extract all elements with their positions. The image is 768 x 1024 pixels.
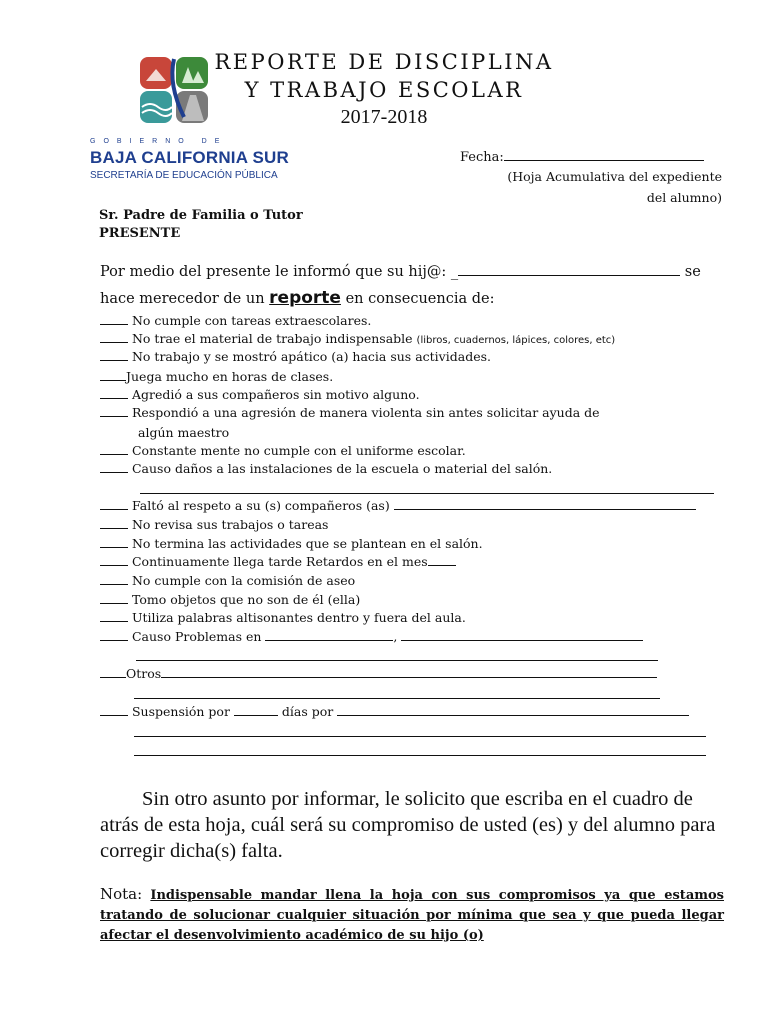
item-check-field[interactable] [100,715,128,716]
logo-state-name: BAJA CALIFORNIA SUR [90,148,289,167]
hoja-note [507,166,722,208]
list-item: No cumple con la comisión de aseo [100,573,355,588]
list-item: No cumple con tareas extraescolares. [100,313,371,328]
nota-paragraph: Nota: Indispensable mandar llena la hoja con sus compromisos ya que estamos tratando de solucionar cualquier situación por mínima que sea y que pueda llegar afectar el desenvolvimiento académico de su hijo (o) [100,885,724,943]
nota-text: Indispensable mandar llena la hoja con sus compromisos ya que estamos tratando de solucionar cualquier situación por mínima que sea y que pueda llegar afectar el desenvolvimiento académico de su hijo (o) [100,888,724,943]
item-check-field[interactable] [100,398,128,399]
item-check-field[interactable] [100,454,128,455]
otros-field[interactable] [161,677,657,678]
intro-line-1: Por medio del presente le informó que su hij@: _ se [100,264,701,280]
list-item: Suspensión por días por [100,704,689,719]
logo-secretaria: SECRETARÍA DE EDUCACIÓN PÚBLICA [90,170,278,181]
addressee [99,207,303,243]
hoja-note-line-1: (Hoja Acumulativa del expediente [507,169,722,184]
school-year: 2017-2018 [340,106,428,128]
intro-line-2: hace merecedor de un reporte en consecuencia de: [100,288,495,308]
item-check-field[interactable] [100,547,128,548]
list-item: No trae el material de trabajo indispensable (libros, cuadernos, lápices, colores, etc) [100,331,615,346]
item-check-field[interactable] [100,380,126,381]
item-check-field[interactable] [100,342,128,343]
list-item: Respondió a una agresión de manera violenta sin antes solicitar ayuda de [100,405,600,420]
addressee-line-1: Sr. Padre de Familia o Tutor [99,208,303,223]
retardos-field[interactable] [428,565,456,566]
write-line[interactable] [134,698,660,699]
item-check-field[interactable] [100,565,128,566]
addressee-line-2: PRESENTE [99,226,181,241]
item-check-field[interactable] [100,324,128,325]
fecha-label: Fecha: [460,150,504,165]
item-check-field[interactable] [100,621,128,622]
list-item: Agredió a sus compañeros sin motivo alguno. [100,387,420,402]
item-check-field[interactable] [100,640,128,641]
list-item-continuation: algún maestro [138,425,230,440]
logo-gobierno: GOBIERNO DE [90,138,228,145]
list-item: Continuamente llega tarde Retardos en el mes [100,554,456,569]
item-check-field[interactable] [100,677,126,678]
closing-paragraph: Sin otro asunto por informar, le solicito que escriba en el cuadro de atrás de esta hoja, cuál será su compromiso de usted (es) y del alumno para corregir dicha(s) falta. [100,788,716,862]
fecha-field[interactable] [504,160,704,161]
write-line[interactable] [134,755,706,756]
list-item: No termina las actividades que se plantean en el salón. [100,536,483,551]
dias-field[interactable] [234,715,278,716]
item-check-field[interactable] [100,472,128,473]
student-name-field[interactable] [458,275,680,276]
problem-detail-field[interactable] [401,640,643,641]
hoja-note-line-2: del alumno) [646,190,722,205]
list-item: Constante mente no cumple con el uniforme escolar. [100,443,466,458]
write-line[interactable] [136,660,658,661]
item-check-field[interactable] [100,528,128,529]
item-check-field[interactable] [100,509,128,510]
list-item: No trabajo y se mostró apático (a) hacia sus actividades. [100,349,491,364]
list-item: Causo Problemas en , [100,629,643,644]
list-item: Juega mucho en horas de clases. [100,369,333,384]
item-detail-field[interactable] [394,509,696,510]
list-item: Tomo objetos que no son de él (ella) [100,592,360,607]
list-item: Otros [100,666,657,681]
problem-place-field[interactable] [265,640,393,641]
item-check-field[interactable] [100,584,128,585]
nota-label: Nota [100,885,138,903]
fecha-row [460,150,704,165]
item-check-field[interactable] [100,603,128,604]
write-line[interactable] [140,493,714,494]
list-item: No revisa sus trabajos o tareas [100,517,328,532]
title-line-2: Y TRABAJO ESCOLAR [244,78,524,102]
list-item: Utiliza palabras altisonantes dentro y fuera del aula. [100,610,466,625]
title-line-1: REPORTE DE DISCIPLINA [214,50,554,74]
list-item: Causo daños a las instalaciones de la escuela o material del salón. [100,461,552,476]
reporte-word: reporte [269,288,341,308]
suspension-reason-field[interactable] [337,715,689,716]
item-check-field[interactable] [100,360,128,361]
write-line[interactable] [134,736,706,737]
item-check-field[interactable] [100,416,128,417]
list-item: Faltó al respeto a su (s) compañeros (as) [100,498,696,513]
